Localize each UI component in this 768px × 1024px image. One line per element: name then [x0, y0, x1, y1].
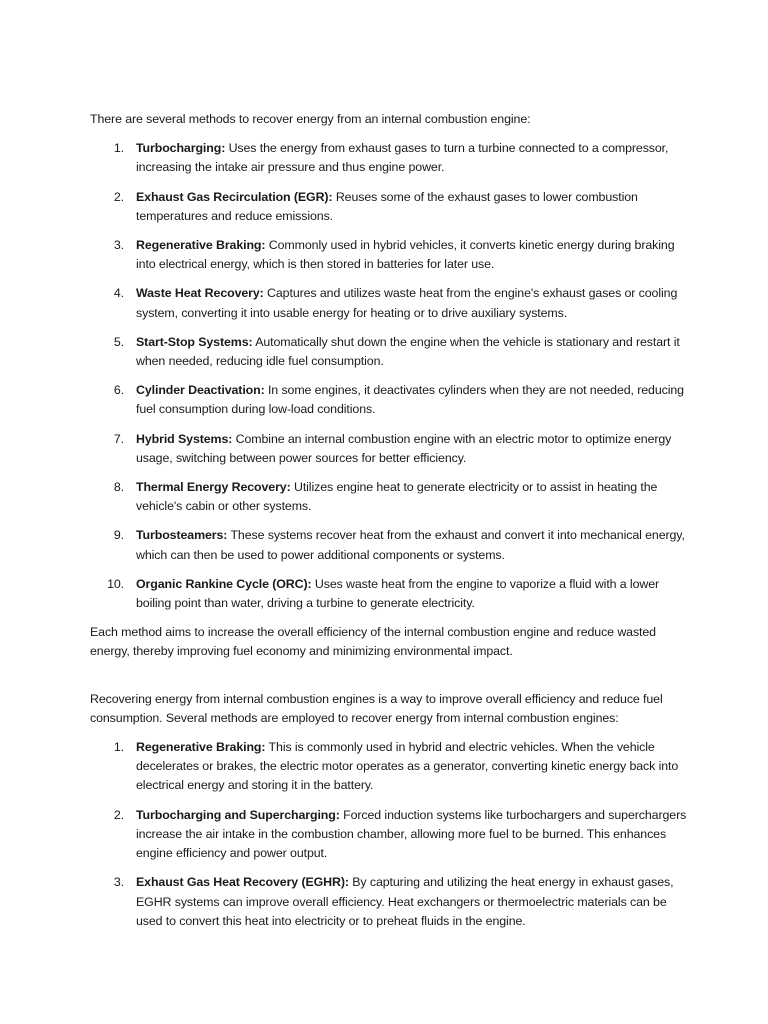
item-text: Uses the energy from exhaust gases to turn a turbine connected to a compressor, increasing the intake air pressure and thus engine power.: [136, 141, 669, 175]
item-title: Start-Stop Systems:: [136, 334, 253, 349]
list-item: [90, 806, 690, 864]
item-text: Combine an internal combustion engine with an electric motor to optimize energy usage, switching between power sources for better efficiency.: [136, 431, 672, 465]
item-number: 3.: [113, 875, 124, 890]
list-item: [90, 738, 690, 796]
document-page: [90, 110, 690, 941]
list-item: [90, 139, 690, 177]
list-item: [90, 478, 690, 516]
item-number: 3.: [113, 238, 124, 253]
item-text: Reuses some of the exhaust gases to lower combustion temperatures and reduce emissions.: [136, 189, 638, 223]
list-item: [90, 430, 690, 468]
list-item: [90, 575, 690, 613]
list-item: [90, 188, 690, 226]
item-text: Captures and utilizes waste heat from the engine's exhaust gases or cooling system, converting it into usable energy for heating or to drive auxiliary systems.: [136, 286, 678, 320]
item-text: In some engines, it deactivates cylinders when they are not needed, reducing fuel consumption during low-load conditions.: [136, 383, 684, 417]
item-number: 4.: [113, 286, 124, 301]
item-number: 5.: [113, 334, 124, 349]
list-item: [90, 236, 690, 274]
item-number: 6.: [113, 383, 124, 398]
item-title: Cylinder Deactivation:: [136, 383, 265, 398]
list-item: [90, 526, 690, 564]
item-number: 8.: [113, 480, 124, 495]
section2-intro: Recovering energy from internal combustion engines is a way to improve overall efficiency and reduce fuel consumption. Several methods are employed to recover energy from internal combustion engines:: [90, 691, 663, 725]
item-text: Uses waste heat from the engine to vaporize a fluid with a lower boiling point than water, driving a turbine to generate electricity.: [136, 576, 660, 611]
item-title: Exhaust Gas Recirculation (EGR):: [136, 189, 333, 204]
item-number: 9.: [113, 528, 124, 543]
item-text: Automatically shut down the engine when the vehicle is stationary and restart it when needed, reducing idle fuel consumption.: [136, 334, 680, 369]
item-number: 2.: [113, 807, 124, 822]
item-title: Turbosteamers:: [136, 528, 228, 543]
item-title: Hybrid Systems:: [136, 431, 233, 446]
item-text: These systems recover heat from the exhaust and convert it into mechanical energy, which can then be used to power additional components or systems.: [136, 528, 685, 562]
item-title: Thermal Energy Recovery:: [136, 480, 291, 495]
list-item: [90, 381, 690, 419]
section1-conclusion: Each method aims to increase the overall efficiency of the internal combustion engine and reduce wasted energy, thereby improving fuel economy and minimizing environmental impact.: [90, 625, 656, 659]
item-number: 1.: [113, 141, 124, 156]
item-title: Organic Rankine Cycle (ORC):: [136, 576, 312, 591]
list-item: [90, 284, 690, 322]
item-title: Turbocharging:: [136, 141, 226, 156]
item-text: Forced induction systems like turbochargers and superchargers increase the air intake in the combustion chamber, allowing more fuel to be burned. This enhances engine efficiency and power output.: [136, 807, 687, 861]
item-number: 1.: [113, 740, 124, 755]
item-number: 2.: [113, 189, 124, 204]
item-number: 10.: [107, 576, 124, 591]
item-title: Regenerative Braking:: [136, 238, 266, 253]
item-text: Utilizes engine heat to generate electricity or to assist in heating the vehicle's cabin or other systems.: [136, 480, 658, 514]
list-item: [90, 873, 690, 931]
item-title: Waste Heat Recovery:: [136, 286, 264, 301]
item-title: Regenerative Braking:: [136, 740, 266, 755]
section-spacer: [90, 672, 690, 690]
list-item: [90, 333, 690, 371]
item-text: By capturing and utilizing the heat energy in exhaust gases, EGHR systems can improve overall efficiency. Heat exchangers or thermoelectric materials can be used to convert this heat into electricity or to preheat fluids in the engine.: [136, 875, 674, 928]
section2-method-list: [90, 738, 690, 931]
section1-intro: There are several methods to recover energy from an internal combustion engine:: [90, 112, 531, 126]
item-title: Turbocharging and Supercharging:: [136, 807, 340, 822]
section1-method-list: [90, 139, 690, 613]
item-text: Commonly used in hybrid vehicles, it converts kinetic energy during braking into electrical energy, which is then stored in batteries for later use.: [136, 238, 675, 272]
item-text: This is commonly used in hybrid and electric vehicles. When the vehicle decelerates or brakes, the electric motor operates as a generator, converting kinetic energy back into electrical energy and storing it in the battery.: [136, 740, 679, 793]
item-number: 7.: [113, 431, 124, 446]
item-title: Exhaust Gas Heat Recovery (EGHR):: [136, 875, 349, 890]
